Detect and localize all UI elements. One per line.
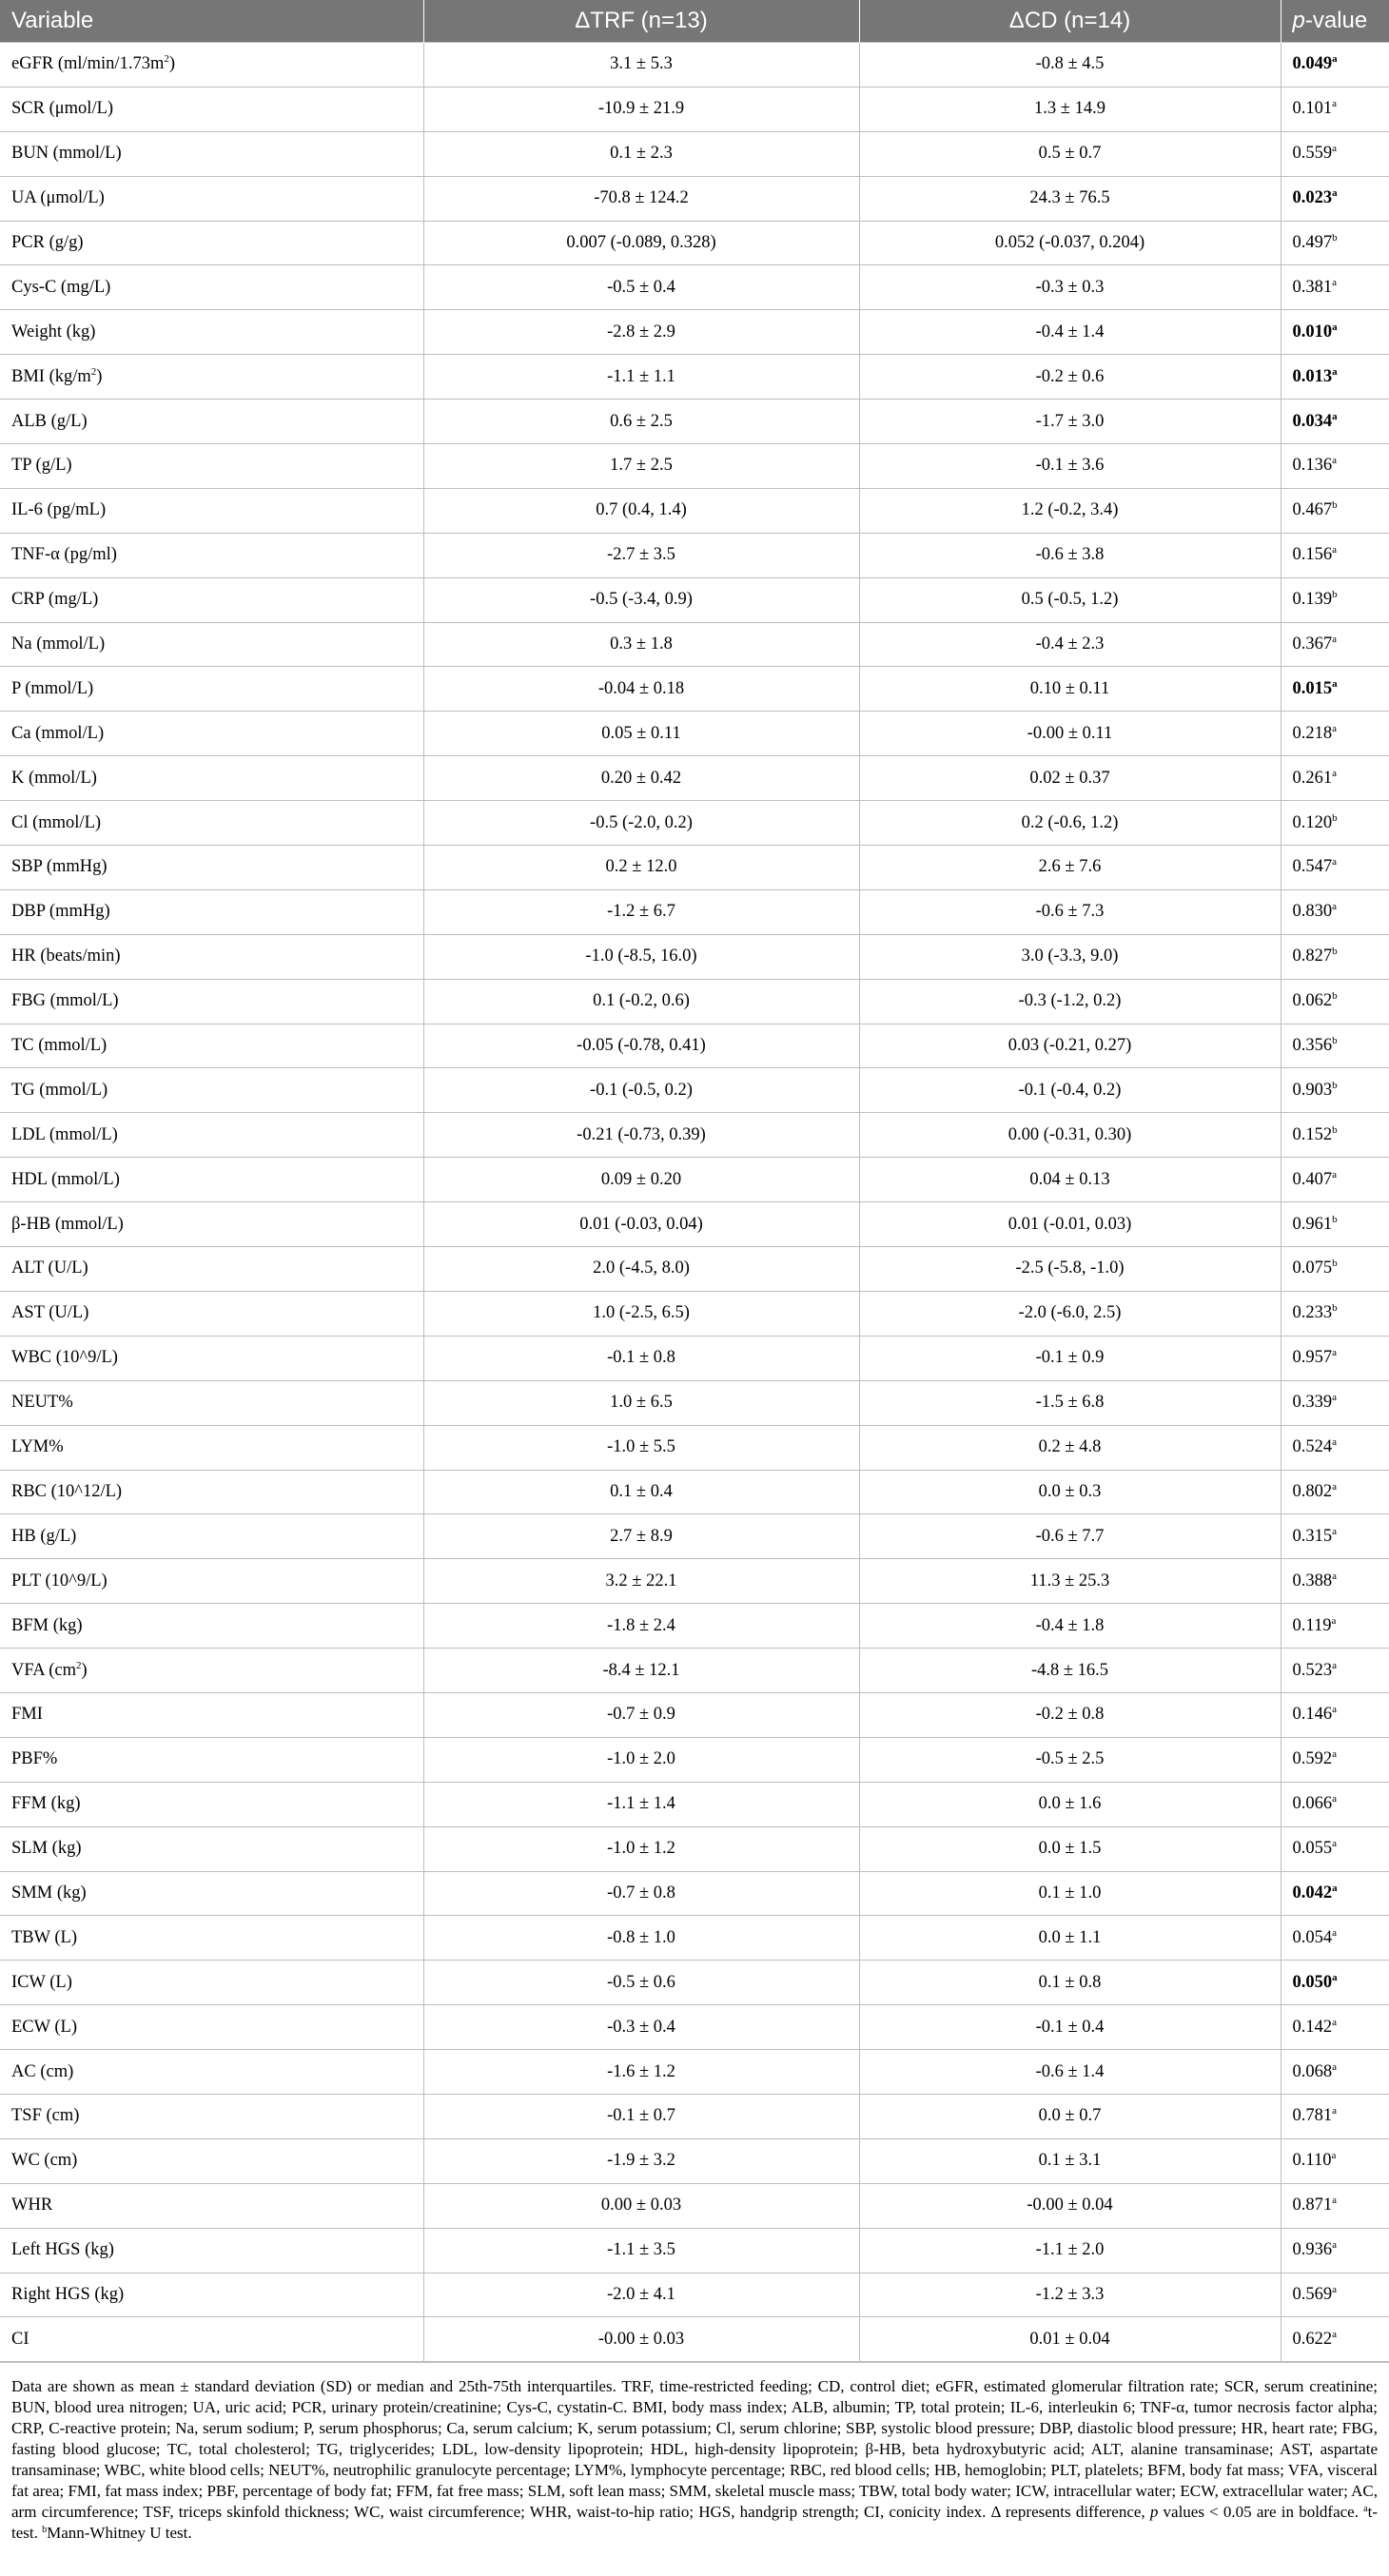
trf-cell: 0.00 ± 0.03 bbox=[423, 2183, 859, 2228]
p-value-cell: 0.068$^a$ bbox=[1281, 2050, 1389, 2095]
p-value-cell: 0.524$^a$ bbox=[1281, 1425, 1389, 1470]
variable-cell: CI bbox=[0, 2317, 423, 2362]
cd-cell: 0.5 ± 0.7 bbox=[859, 131, 1281, 176]
table-row bbox=[0, 2050, 1389, 2095]
trf-cell: 0.20 ± 0.42 bbox=[423, 756, 859, 801]
cd-cell: -0.5 ± 2.5 bbox=[859, 1737, 1281, 1782]
variable-cell: Left HGS (kg) bbox=[0, 2228, 423, 2273]
trf-cell: 0.09 ± 0.20 bbox=[423, 1158, 859, 1202]
variable-cell: eGFR $(ml/\min/1.73m^2)$ bbox=[0, 43, 423, 88]
p-value-cell: 0.261$^a$ bbox=[1281, 756, 1389, 801]
variable-cell: LDL (mmol/L) bbox=[0, 1113, 423, 1158]
trf-cell: 0.3 ± 1.8 bbox=[423, 622, 859, 667]
cd-cell: -0.2 ± 0.6 bbox=[859, 355, 1281, 400]
table-row bbox=[0, 87, 1389, 131]
p-value-cell: 0.139$^b$ bbox=[1281, 577, 1389, 622]
trf-cell: 1.0 (-2.5, 6.5) bbox=[423, 1291, 859, 1336]
table-row bbox=[0, 1158, 1389, 1202]
variable-cell: P (mmol/L) bbox=[0, 667, 423, 712]
variable-cell: UA (μmol/L) bbox=[0, 176, 423, 221]
trf-cell: -1.6 ± 1.2 bbox=[423, 2050, 859, 2095]
table-row bbox=[0, 712, 1389, 756]
table-row bbox=[0, 1514, 1389, 1559]
table-row bbox=[0, 221, 1389, 265]
trf-cell: 3.1 ± 5.3 bbox=[423, 43, 859, 88]
trf-cell: -0.5 (-3.4, 0.9) bbox=[423, 577, 859, 622]
cd-cell: -0.1 ± 0.9 bbox=[859, 1336, 1281, 1380]
p-value-cell: 0.367$^a$ bbox=[1281, 622, 1389, 667]
p-value-cell: 0.957$^a$ bbox=[1281, 1336, 1389, 1380]
p-value-cell: 0.569$^a$ bbox=[1281, 2273, 1389, 2317]
p-value-cell: 0.049$^a$ bbox=[1281, 43, 1389, 88]
table-row bbox=[0, 1291, 1389, 1336]
p-value-cell: 0.119$^a$ bbox=[1281, 1604, 1389, 1649]
trf-cell: -0.7 ± 0.9 bbox=[423, 1692, 859, 1737]
cd-cell: -1.1 ± 2.0 bbox=[859, 2228, 1281, 2273]
p-value-cell: 0.497$^b$ bbox=[1281, 221, 1389, 265]
table-row bbox=[0, 801, 1389, 846]
table-row bbox=[0, 533, 1389, 577]
table-row bbox=[0, 2317, 1389, 2362]
cd-cell: 0.03 (-0.21, 0.27) bbox=[859, 1024, 1281, 1068]
cd-cell: 0.0 ± 0.3 bbox=[859, 1470, 1281, 1514]
p-value-cell: 0.110$^a$ bbox=[1281, 2138, 1389, 2183]
trf-cell: -0.00 ± 0.03 bbox=[423, 2317, 859, 2362]
variable-cell: HDL (mmol/L) bbox=[0, 1158, 423, 1202]
cd-cell: 1.2 (-0.2, 3.4) bbox=[859, 488, 1281, 533]
cd-cell: -0.00 ± 0.11 bbox=[859, 712, 1281, 756]
table-body bbox=[0, 43, 1389, 2362]
cd-cell: -1.2 ± 3.3 bbox=[859, 2273, 1281, 2317]
cd-cell: 0.5 (-0.5, 1.2) bbox=[859, 577, 1281, 622]
trf-cell: -2.7 ± 3.5 bbox=[423, 533, 859, 577]
table-row bbox=[0, 1425, 1389, 1470]
cd-cell: 0.0 ± 1.6 bbox=[859, 1782, 1281, 1826]
trf-cell: -2.0 ± 4.1 bbox=[423, 2273, 859, 2317]
trf-cell: -1.1 ± 1.4 bbox=[423, 1782, 859, 1826]
cd-cell: -0.1 ± 0.4 bbox=[859, 2005, 1281, 2050]
cd-cell: -0.4 ± 2.3 bbox=[859, 622, 1281, 667]
variable-cell: Right HGS (kg) bbox=[0, 2273, 423, 2317]
cd-cell: -2.5 (-5.8, -1.0) bbox=[859, 1247, 1281, 1292]
variable-cell: PCR (g/g) bbox=[0, 221, 423, 265]
cd-cell: 2.6 ± 7.6 bbox=[859, 846, 1281, 890]
trf-cell: -10.9 ± 21.9 bbox=[423, 87, 859, 131]
trf-cell: 3.2 ± 22.1 bbox=[423, 1559, 859, 1604]
p-value-cell: 0.013$^a$ bbox=[1281, 355, 1389, 400]
table-row bbox=[0, 444, 1389, 489]
variable-cell: SBP (mmHg) bbox=[0, 846, 423, 890]
variable-cell: AC (cm) bbox=[0, 2050, 423, 2095]
trf-cell: -0.04 ± 0.18 bbox=[423, 667, 859, 712]
p-value-cell: 0.233$^b$ bbox=[1281, 1291, 1389, 1336]
p-value-cell: 0.101$^a$ bbox=[1281, 87, 1389, 131]
header-trf: ΔTRF (n=13) bbox=[423, 0, 859, 43]
p-value-cell: 0.156$^a$ bbox=[1281, 533, 1389, 577]
cd-cell: 0.00 (-0.31, 0.30) bbox=[859, 1113, 1281, 1158]
cd-cell: 3.0 (-3.3, 9.0) bbox=[859, 934, 1281, 979]
variable-cell: Cys-C (mg/L) bbox=[0, 265, 423, 310]
trf-cell: -0.1 (-0.5, 0.2) bbox=[423, 1068, 859, 1113]
cd-cell: 0.2 (-0.6, 1.2) bbox=[859, 801, 1281, 846]
trf-cell: 0.1 (-0.2, 0.6) bbox=[423, 979, 859, 1024]
variable-cell: ALT (U/L) bbox=[0, 1247, 423, 1292]
trf-cell: 1.0 ± 6.5 bbox=[423, 1380, 859, 1425]
variable-cell: SMM (kg) bbox=[0, 1871, 423, 1916]
table-row bbox=[0, 1202, 1389, 1247]
trf-cell: -1.1 ± 1.1 bbox=[423, 355, 859, 400]
p-value-cell: 0.136$^a$ bbox=[1281, 444, 1389, 489]
variable-cell: FFM (kg) bbox=[0, 1782, 423, 1826]
p-value-cell: 0.142$^a$ bbox=[1281, 2005, 1389, 2050]
table-row bbox=[0, 1247, 1389, 1292]
table-row bbox=[0, 265, 1389, 310]
p-value-cell: 0.936$^a$ bbox=[1281, 2228, 1389, 2273]
cd-cell: -1.7 ± 3.0 bbox=[859, 400, 1281, 444]
cd-cell: 0.0 ± 0.7 bbox=[859, 2094, 1281, 2138]
table-row bbox=[0, 2005, 1389, 2050]
trf-cell: -0.5 (-2.0, 0.2) bbox=[423, 801, 859, 846]
trf-cell: 0.01 (-0.03, 0.04) bbox=[423, 1202, 859, 1247]
trf-cell: 2.7 ± 8.9 bbox=[423, 1514, 859, 1559]
table-row bbox=[0, 1782, 1389, 1826]
trf-cell: -0.21 (-0.73, 0.39) bbox=[423, 1113, 859, 1158]
trf-cell: -0.3 ± 0.4 bbox=[423, 2005, 859, 2050]
trf-cell: 0.05 ± 0.11 bbox=[423, 712, 859, 756]
trf-cell: -0.5 ± 0.4 bbox=[423, 265, 859, 310]
p-value-cell: 0.054$^a$ bbox=[1281, 1916, 1389, 1961]
p-value-cell: 0.830$^a$ bbox=[1281, 889, 1389, 934]
table-footnote: Data are shown as mean ± standard deviation (SD) or median and 25th-75th interquartiles. TRF, time-restricted feeding; CD, control diet; eGFR, estimated glomerular filtration rate; SCR, serum creatinine; BUN, blood urea nitrogen; UA, uric acid; PCR, urinary protein/creatinine; Cys-C, cystatin-C. BMI, body mass index; ALB, albumin; TP, total protein; IL-6, interleukin 6; TNF-α, tumor necrosis factor alpha; CRP, C-reactive protein; Na, serum sodium; P, serum phosphorus; Ca, serum calcium; K, serum potassium; Cl, serum chlorine; SBP, systolic blood pressure; DBP, diastolic blood pressure; HR, heart rate; FBG, fasting blood glucose; TC, total cholesterol; TG, triglycerides; LDL, low-density lipoprotein; HDL, high-density lipoprotein; β-HB, beta hydroxybutyric acid; ALT, alanine transaminase; AST, aspartate transaminase; WBC, white blood cells; NEUT%, neutrophilic granulocyte percentage; LYM%, lymphocyte percentage; RBC, red blood cells; HB, hemoglobin; PLT, platelets; BFM, body fat mass; VFA, visceral fat area; FMI, fat mass index; PBF, percentage of body fat; FFM, fat free mass; SLM, soft lean mass; SMM, skeletal muscle mass; TBW, total body water; ICW, intracellular water; ECW, extracellular water; AC, arm circumference; TSF, triceps skinfold thickness; WC, waist circumference; WHR, waist-to-hip ratio; HGS, handgrip strength; CI, conicity index. Δ represents difference, p values < 0.05 are in boldface. $^a$t-test. $^b$Mann-Whitney U test. bbox=[0, 2362, 1389, 2544]
cd-cell: 24.3 ± 76.5 bbox=[859, 176, 1281, 221]
variable-cell: NEUT% bbox=[0, 1380, 423, 1425]
trf-cell: -1.2 ± 6.7 bbox=[423, 889, 859, 934]
table-row bbox=[0, 1604, 1389, 1649]
table-row bbox=[0, 934, 1389, 979]
variable-cell: AST (U/L) bbox=[0, 1291, 423, 1336]
table-row bbox=[0, 2183, 1389, 2228]
trf-cell: 0.2 ± 12.0 bbox=[423, 846, 859, 890]
variable-cell: TG (mmol/L) bbox=[0, 1068, 423, 1113]
variable-cell: TNF-α (pg/ml) bbox=[0, 533, 423, 577]
p-value-cell: 0.381$^a$ bbox=[1281, 265, 1389, 310]
cd-cell: 0.02 ± 0.37 bbox=[859, 756, 1281, 801]
p-value-cell: 0.781$^a$ bbox=[1281, 2094, 1389, 2138]
table-row bbox=[0, 1692, 1389, 1737]
cd-cell: 0.01 (-0.01, 0.03) bbox=[859, 1202, 1281, 1247]
table-row bbox=[0, 2228, 1389, 2273]
table-row bbox=[0, 1559, 1389, 1604]
trf-cell: -1.1 ± 3.5 bbox=[423, 2228, 859, 2273]
table-row bbox=[0, 2273, 1389, 2317]
cd-cell: 0.01 ± 0.04 bbox=[859, 2317, 1281, 2362]
cd-cell: 1.3 ± 14.9 bbox=[859, 87, 1281, 131]
p-value-cell: 0.523$^a$ bbox=[1281, 1649, 1389, 1693]
variable-cell: FBG (mmol/L) bbox=[0, 979, 423, 1024]
header-variable: Variable bbox=[0, 0, 423, 43]
variable-cell: WBC (10^9/L) bbox=[0, 1336, 423, 1380]
p-value-cell: 0.339$^a$ bbox=[1281, 1380, 1389, 1425]
variable-cell: RBC (10^12/L) bbox=[0, 1470, 423, 1514]
p-value-cell: 0.050$^a$ bbox=[1281, 1961, 1389, 2005]
table-row bbox=[0, 1068, 1389, 1113]
cd-cell: 0.1 ± 1.0 bbox=[859, 1871, 1281, 1916]
table-row bbox=[0, 1649, 1389, 1693]
table-row bbox=[0, 43, 1389, 88]
trf-cell: -1.8 ± 2.4 bbox=[423, 1604, 859, 1649]
p-value-cell: 0.961$^b$ bbox=[1281, 1202, 1389, 1247]
table-row bbox=[0, 310, 1389, 355]
cd-cell: -0.00 ± 0.04 bbox=[859, 2183, 1281, 2228]
cd-cell: -0.4 ± 1.8 bbox=[859, 1604, 1281, 1649]
variable-cell: TP (g/L) bbox=[0, 444, 423, 489]
cd-cell: -2.0 (-6.0, 2.5) bbox=[859, 1291, 1281, 1336]
variable-cell: HB (g/L) bbox=[0, 1514, 423, 1559]
table-row bbox=[0, 2094, 1389, 2138]
p-value-cell: 0.388$^a$ bbox=[1281, 1559, 1389, 1604]
variable-cell: DBP (mmHg) bbox=[0, 889, 423, 934]
table-row bbox=[0, 1470, 1389, 1514]
trf-cell: -0.8 ± 1.0 bbox=[423, 1916, 859, 1961]
table-row bbox=[0, 1916, 1389, 1961]
trf-cell: -0.1 ± 0.7 bbox=[423, 2094, 859, 2138]
variable-cell: PBF% bbox=[0, 1737, 423, 1782]
table-row bbox=[0, 1961, 1389, 2005]
table-row bbox=[0, 1380, 1389, 1425]
p-value-cell: 0.315$^a$ bbox=[1281, 1514, 1389, 1559]
cd-cell: -0.8 ± 4.5 bbox=[859, 43, 1281, 88]
p-value-cell: 0.120$^b$ bbox=[1281, 801, 1389, 846]
p-value-cell: 0.827$^b$ bbox=[1281, 934, 1389, 979]
table-row bbox=[0, 488, 1389, 533]
table-row bbox=[0, 622, 1389, 667]
trf-cell: -0.5 ± 0.6 bbox=[423, 1961, 859, 2005]
variable-cell: TC (mmol/L) bbox=[0, 1024, 423, 1068]
variable-cell: LYM% bbox=[0, 1425, 423, 1470]
p-value-cell: 0.407$^a$ bbox=[1281, 1158, 1389, 1202]
trf-cell: 0.6 ± 2.5 bbox=[423, 400, 859, 444]
p-value-cell: 0.055$^a$ bbox=[1281, 1826, 1389, 1871]
variable-cell: SLM (kg) bbox=[0, 1826, 423, 1871]
cd-cell: 0.2 ± 4.8 bbox=[859, 1425, 1281, 1470]
cd-cell: -0.2 ± 0.8 bbox=[859, 1692, 1281, 1737]
table-row bbox=[0, 1737, 1389, 1782]
cd-cell: -0.4 ± 1.4 bbox=[859, 310, 1281, 355]
variable-cell: BFM (kg) bbox=[0, 1604, 423, 1649]
variable-cell: WC (cm) bbox=[0, 2138, 423, 2183]
table-row bbox=[0, 1336, 1389, 1380]
trf-cell: -1.0 (-8.5, 16.0) bbox=[423, 934, 859, 979]
p-value-cell: 0.015$^a$ bbox=[1281, 667, 1389, 712]
cd-cell: 0.04 ± 0.13 bbox=[859, 1158, 1281, 1202]
variable-cell: VFA $(cm^2)$ bbox=[0, 1649, 423, 1693]
cd-cell: 0.1 ± 0.8 bbox=[859, 1961, 1281, 2005]
table-row bbox=[0, 400, 1389, 444]
p-value-cell: 0.010$^a$ bbox=[1281, 310, 1389, 355]
header-row bbox=[0, 0, 1389, 43]
cd-cell: -0.3 (-1.2, 0.2) bbox=[859, 979, 1281, 1024]
table-row bbox=[0, 2138, 1389, 2183]
cd-cell: 0.0 ± 1.1 bbox=[859, 1916, 1281, 1961]
table-row bbox=[0, 667, 1389, 712]
table-row bbox=[0, 1826, 1389, 1871]
table-row bbox=[0, 355, 1389, 400]
trf-cell: -2.8 ± 2.9 bbox=[423, 310, 859, 355]
trf-cell: -1.0 ± 2.0 bbox=[423, 1737, 859, 1782]
cd-cell: 0.10 ± 0.11 bbox=[859, 667, 1281, 712]
trf-cell: -70.8 ± 124.2 bbox=[423, 176, 859, 221]
p-value-cell: 0.146$^a$ bbox=[1281, 1692, 1389, 1737]
cd-cell: 0.0 ± 1.5 bbox=[859, 1826, 1281, 1871]
p-value-cell: 0.467$^b$ bbox=[1281, 488, 1389, 533]
variable-cell: SCR (μmol/L) bbox=[0, 87, 423, 131]
cd-cell: 0.1 ± 3.1 bbox=[859, 2138, 1281, 2183]
variable-cell: ICW (L) bbox=[0, 1961, 423, 2005]
table-row bbox=[0, 1024, 1389, 1068]
p-value-cell: 0.042$^a$ bbox=[1281, 1871, 1389, 1916]
variable-cell: CRP (mg/L) bbox=[0, 577, 423, 622]
cd-cell: -0.1 (-0.4, 0.2) bbox=[859, 1068, 1281, 1113]
p-value-cell: 0.592$^a$ bbox=[1281, 1737, 1389, 1782]
table-row bbox=[0, 756, 1389, 801]
variable-cell: BMI $(kg/m^2)$ bbox=[0, 355, 423, 400]
cd-cell: -0.6 ± 1.4 bbox=[859, 2050, 1281, 2095]
trf-cell: -1.0 ± 1.2 bbox=[423, 1826, 859, 1871]
p-value-cell: 0.066$^a$ bbox=[1281, 1782, 1389, 1826]
cd-cell: -0.6 ± 7.7 bbox=[859, 1514, 1281, 1559]
variable-cell: K (mmol/L) bbox=[0, 756, 423, 801]
trf-cell: 0.1 ± 2.3 bbox=[423, 131, 859, 176]
variable-cell: Na (mmol/L) bbox=[0, 622, 423, 667]
variable-cell: ALB (g/L) bbox=[0, 400, 423, 444]
variable-cell: Ca (mmol/L) bbox=[0, 712, 423, 756]
trf-cell: 2.0 (-4.5, 8.0) bbox=[423, 1247, 859, 1292]
trf-cell: 0.7 (0.4, 1.4) bbox=[423, 488, 859, 533]
cd-cell: -0.3 ± 0.3 bbox=[859, 265, 1281, 310]
variable-cell: WHR bbox=[0, 2183, 423, 2228]
trf-cell: 0.1 ± 0.4 bbox=[423, 1470, 859, 1514]
p-value-cell: 0.559$^a$ bbox=[1281, 131, 1389, 176]
cd-cell: -1.5 ± 6.8 bbox=[859, 1380, 1281, 1425]
variable-cell: TSF (cm) bbox=[0, 2094, 423, 2138]
variable-cell: HR (beats/min) bbox=[0, 934, 423, 979]
cd-cell: -4.8 ± 16.5 bbox=[859, 1649, 1281, 1693]
p-value-cell: 0.218$^a$ bbox=[1281, 712, 1389, 756]
p-value-cell: 0.871$^a$ bbox=[1281, 2183, 1389, 2228]
trf-cell: 0.007 (-0.089, 0.328) bbox=[423, 221, 859, 265]
header-p-value: p-value bbox=[1281, 0, 1389, 43]
trf-cell: -8.4 ± 12.1 bbox=[423, 1649, 859, 1693]
p-value-cell: 0.062$^b$ bbox=[1281, 979, 1389, 1024]
p-value-cell: 0.903$^b$ bbox=[1281, 1068, 1389, 1113]
table-row bbox=[0, 889, 1389, 934]
table-row bbox=[0, 1113, 1389, 1158]
cd-cell: 11.3 ± 25.3 bbox=[859, 1559, 1281, 1604]
p-value-cell: 0.622$^a$ bbox=[1281, 2317, 1389, 2362]
table-row bbox=[0, 1871, 1389, 1916]
p-value-cell: 0.152$^b$ bbox=[1281, 1113, 1389, 1158]
p-value-cell: 0.547$^a$ bbox=[1281, 846, 1389, 890]
table-row bbox=[0, 176, 1389, 221]
p-value-cell: 0.023$^a$ bbox=[1281, 176, 1389, 221]
variable-cell: PLT (10^9/L) bbox=[0, 1559, 423, 1604]
variable-cell: Cl (mmol/L) bbox=[0, 801, 423, 846]
header-cd: ΔCD (n=14) bbox=[859, 0, 1281, 43]
p-value-cell: 0.075$^b$ bbox=[1281, 1247, 1389, 1292]
trf-cell: -0.7 ± 0.8 bbox=[423, 1871, 859, 1916]
table-row bbox=[0, 979, 1389, 1024]
trf-cell: 1.7 ± 2.5 bbox=[423, 444, 859, 489]
table-row bbox=[0, 131, 1389, 176]
variable-cell: ECW (L) bbox=[0, 2005, 423, 2050]
table-row bbox=[0, 846, 1389, 890]
variable-cell: Weight (kg) bbox=[0, 310, 423, 355]
cd-cell: -0.1 ± 3.6 bbox=[859, 444, 1281, 489]
trf-cell: -1.9 ± 3.2 bbox=[423, 2138, 859, 2183]
p-value-cell: 0.034$^a$ bbox=[1281, 400, 1389, 444]
trf-cell: -0.05 (-0.78, 0.41) bbox=[423, 1024, 859, 1068]
table-row bbox=[0, 577, 1389, 622]
trf-cell: -1.0 ± 5.5 bbox=[423, 1425, 859, 1470]
cd-cell: -0.6 ± 3.8 bbox=[859, 533, 1281, 577]
p-value-cell: 0.356$^b$ bbox=[1281, 1024, 1389, 1068]
variable-cell: β-HB (mmol/L) bbox=[0, 1202, 423, 1247]
cd-cell: 0.052 (-0.037, 0.204) bbox=[859, 221, 1281, 265]
variable-cell: TBW (L) bbox=[0, 1916, 423, 1961]
variable-cell: IL-6 (pg/mL) bbox=[0, 488, 423, 533]
p-value-cell: 0.802$^a$ bbox=[1281, 1470, 1389, 1514]
cd-cell: -0.6 ± 7.3 bbox=[859, 889, 1281, 934]
variable-cell: BUN (mmol/L) bbox=[0, 131, 423, 176]
trf-cell: -0.1 ± 0.8 bbox=[423, 1336, 859, 1380]
variable-cell: FMI bbox=[0, 1692, 423, 1737]
